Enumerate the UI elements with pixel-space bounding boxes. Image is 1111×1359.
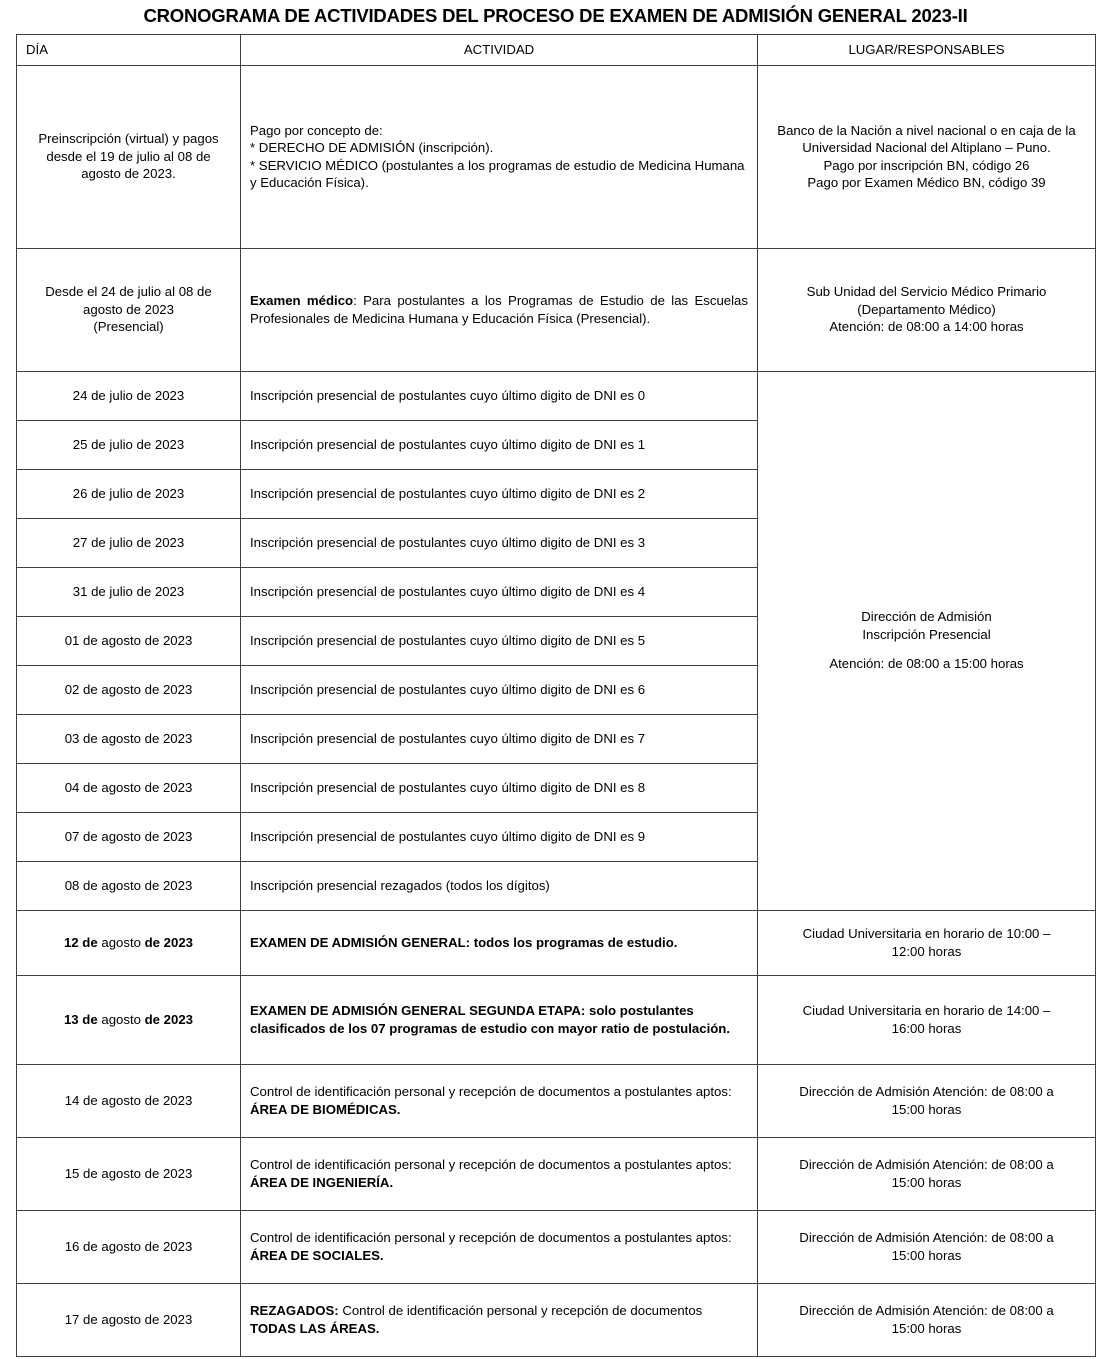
actividad-line: * SERVICIO MÉDICO (postulantes a los programas de estudio de Medicina Humana y Educación Física). (250, 157, 745, 190)
dia-emphasis: de 2023 (144, 1011, 194, 1027)
cell-actividad (241, 975, 758, 1064)
cell-dia: 24 de julio de 2023 (17, 371, 241, 420)
cell-lugar (758, 1064, 1096, 1137)
table-row (17, 1210, 1096, 1283)
cell-actividad (241, 910, 758, 975)
actividad-text: Control de identificación personal y recepción de documentos a postulantes aptos: (250, 1157, 732, 1173)
cell-dia: 16 de agosto de 2023 (17, 1210, 241, 1283)
actividad-emphasis: ÁREA DE SOCIALES. (250, 1247, 384, 1263)
lugar-line: Pago por inscripción BN, código 26 (823, 157, 1030, 173)
cell-actividad: Inscripción presencial de postulantes cuyo último digito de DNI es 4 (241, 567, 758, 616)
cell-dia: 31 de julio de 2023 (17, 567, 241, 616)
dia-line: (Presencial) (93, 319, 164, 335)
actividad-emphasis: EXAMEN DE ADMISIÓN GENERAL: todos los programas de estudio. (250, 934, 678, 950)
page-title: CRONOGRAMA DE ACTIVIDADES DEL PROCESO DE EXAMEN DE ADMISIÓN GENERAL 2023-II (143, 5, 968, 26)
cell-lugar (758, 1137, 1096, 1210)
cell-actividad: Inscripción presencial de postulantes cuyo último digito de DNI es 1 (241, 420, 758, 469)
lugar-line: Ciudad Universitaria en horario de 14:00 – (802, 1003, 1051, 1019)
cell-lugar (758, 1283, 1096, 1356)
actividad-line: * DERECHO DE ADMISIÓN (inscripción). (250, 140, 494, 156)
lugar-line: Dirección de Admisión Atención: de 08:00 a (799, 1157, 1054, 1173)
cell-dia: 27 de julio de 2023 (17, 518, 241, 567)
actividad-emphasis: Examen médico (250, 293, 354, 309)
lugar-line: 15:00 horas (891, 1320, 962, 1336)
dia-emphasis: 12 de (63, 934, 102, 950)
cell-actividad: Inscripción presencial de postulantes cuyo último digito de DNI es 0 (241, 371, 758, 420)
lugar-line: (Departamento Médico) (857, 301, 996, 317)
lugar-line: Ciudad Universitaria en horario de 10:00 – (802, 926, 1051, 942)
dia-text: agosto (101, 934, 145, 950)
lugar-line: 15:00 horas (891, 1247, 962, 1263)
cell-actividad: Inscripción presencial de postulantes cuyo último digito de DNI es 3 (241, 518, 758, 567)
cell-actividad (241, 65, 758, 248)
table-row (17, 910, 1096, 975)
lugar-line: Atención: de 08:00 a 14:00 horas (829, 319, 1024, 335)
table-header (17, 34, 1096, 65)
cell-actividad: Inscripción presencial de postulantes cuyo último digito de DNI es 6 (241, 665, 758, 714)
actividad-emphasis: ÁREA DE BIOMÉDICAS. (250, 1101, 401, 1117)
spacer (767, 643, 1086, 656)
cell-dia: 26 de julio de 2023 (17, 469, 241, 518)
table-row (17, 975, 1096, 1064)
cell-dia: 04 de agosto de 2023 (17, 763, 241, 812)
cell-dia: 01 de agosto de 2023 (17, 616, 241, 665)
lugar-line: 15:00 horas (891, 1174, 962, 1190)
cell-actividad (241, 248, 758, 371)
lugar-line: Pago por Examen Médico BN, código 39 (807, 174, 1046, 190)
cell-actividad: Inscripción presencial de postulantes cuyo último digito de DNI es 2 (241, 469, 758, 518)
cell-dia: Preinscripción (virtual) y pagos desde el 19 de julio al 08 de agosto de 2023. (17, 65, 241, 248)
column-header-dia: DÍA (17, 34, 241, 65)
dia-emphasis: 13 de (63, 1011, 102, 1027)
lugar-line: Sub Unidad del Servicio Médico Primario (806, 284, 1047, 300)
cell-lugar (758, 1210, 1096, 1283)
column-header-lugar: LUGAR/RESPONSABLES (758, 34, 1096, 65)
column-header-actividad: ACTIVIDAD (241, 34, 758, 65)
cell-actividad (241, 1064, 758, 1137)
table-row (17, 65, 1096, 248)
actividad-text: Control de identificación personal y recepción de documentos a postulantes aptos: (250, 1084, 732, 1100)
lugar-line: Banco de la Nación a nivel nacional o en caja de la Universidad Nacional del Altiplano – Puno. (777, 122, 1076, 156)
table-row (17, 1064, 1096, 1137)
lugar-line: Dirección de Admisión (861, 609, 992, 625)
lugar-line: 12:00 horas (891, 943, 962, 959)
cell-lugar (758, 65, 1096, 248)
lugar-line: 15:00 horas (891, 1101, 962, 1117)
cell-lugar (758, 910, 1096, 975)
cell-actividad (241, 1137, 758, 1210)
cell-actividad: Inscripción presencial rezagados (todos los dígitos) (241, 861, 758, 910)
table-body (17, 65, 1096, 1356)
dia-emphasis: de 2023 (144, 934, 194, 950)
cell-actividad: Inscripción presencial de postulantes cuyo último digito de DNI es 7 (241, 714, 758, 763)
lugar-line: Dirección de Admisión Atención: de 08:00 a (799, 1303, 1054, 1319)
actividad-line: Pago por concepto de: (250, 122, 383, 138)
cell-actividad: Inscripción presencial de postulantes cuyo último digito de DNI es 8 (241, 763, 758, 812)
cell-dia: 02 de agosto de 2023 (17, 665, 241, 714)
cell-actividad: Inscripción presencial de postulantes cuyo último digito de DNI es 9 (241, 812, 758, 861)
table-row (17, 371, 1096, 420)
actividad-emphasis: REZAGADOS: (250, 1303, 339, 1319)
table-row (17, 1137, 1096, 1210)
cell-dia: 08 de agosto de 2023 (17, 861, 241, 910)
lugar-line: Inscripción Presencial (862, 626, 991, 642)
cell-dia (17, 975, 241, 1064)
table-row (17, 1283, 1096, 1356)
cell-dia: 14 de agosto de 2023 (17, 1064, 241, 1137)
actividad-text: Control de identificación personal y recepción de documentos a postulantes aptos: (250, 1230, 732, 1246)
cell-lugar (758, 248, 1096, 371)
lugar-line: Dirección de Admisión Atención: de 08:00 a (799, 1084, 1054, 1100)
cronograma-table (16, 34, 1096, 1357)
cell-dia: 17 de agosto de 2023 (17, 1283, 241, 1356)
cell-lugar-merged-inscripcion (758, 371, 1096, 910)
dia-line: Desde el 24 de julio al 08 de agosto de 2023 (45, 284, 212, 317)
lugar-line: 16:00 horas (891, 1020, 962, 1036)
cell-dia (17, 248, 241, 371)
cell-actividad (241, 1210, 758, 1283)
dia-text: agosto (101, 1011, 145, 1027)
cell-dia: 25 de julio de 2023 (17, 420, 241, 469)
actividad-emphasis: ÁREA DE INGENIERÍA. (250, 1174, 394, 1190)
cell-lugar (758, 975, 1096, 1064)
actividad-text: Control de identificación personal y recepción de documentos (338, 1303, 703, 1319)
cell-dia: 07 de agosto de 2023 (17, 812, 241, 861)
actividad-emphasis: TODAS LAS ÁREAS. (250, 1320, 380, 1336)
actividad-text: : Para postulantes a los Programas de Estudio de las Escuelas Profesionales de Medicina Humana y Educación Física (Presencial). (250, 293, 748, 326)
cell-actividad: Inscripción presencial de postulantes cuyo último digito de DNI es 5 (241, 616, 758, 665)
cell-dia: 03 de agosto de 2023 (17, 714, 241, 763)
cell-actividad (241, 1283, 758, 1356)
lugar-line: Dirección de Admisión Atención: de 08:00 a (799, 1230, 1054, 1246)
actividad-emphasis: EXAMEN DE ADMISIÓN GENERAL SEGUNDA ETAPA: solo postulantes clasificados de los 07 programas de estudio con mayor ratio de postulación. (250, 1003, 731, 1036)
cell-dia (17, 910, 241, 975)
table-row (17, 248, 1096, 371)
lugar-line: Atención: de 08:00 a 15:00 horas (829, 656, 1024, 672)
cell-dia: 15 de agosto de 2023 (17, 1137, 241, 1210)
table-header-row (17, 34, 1096, 65)
